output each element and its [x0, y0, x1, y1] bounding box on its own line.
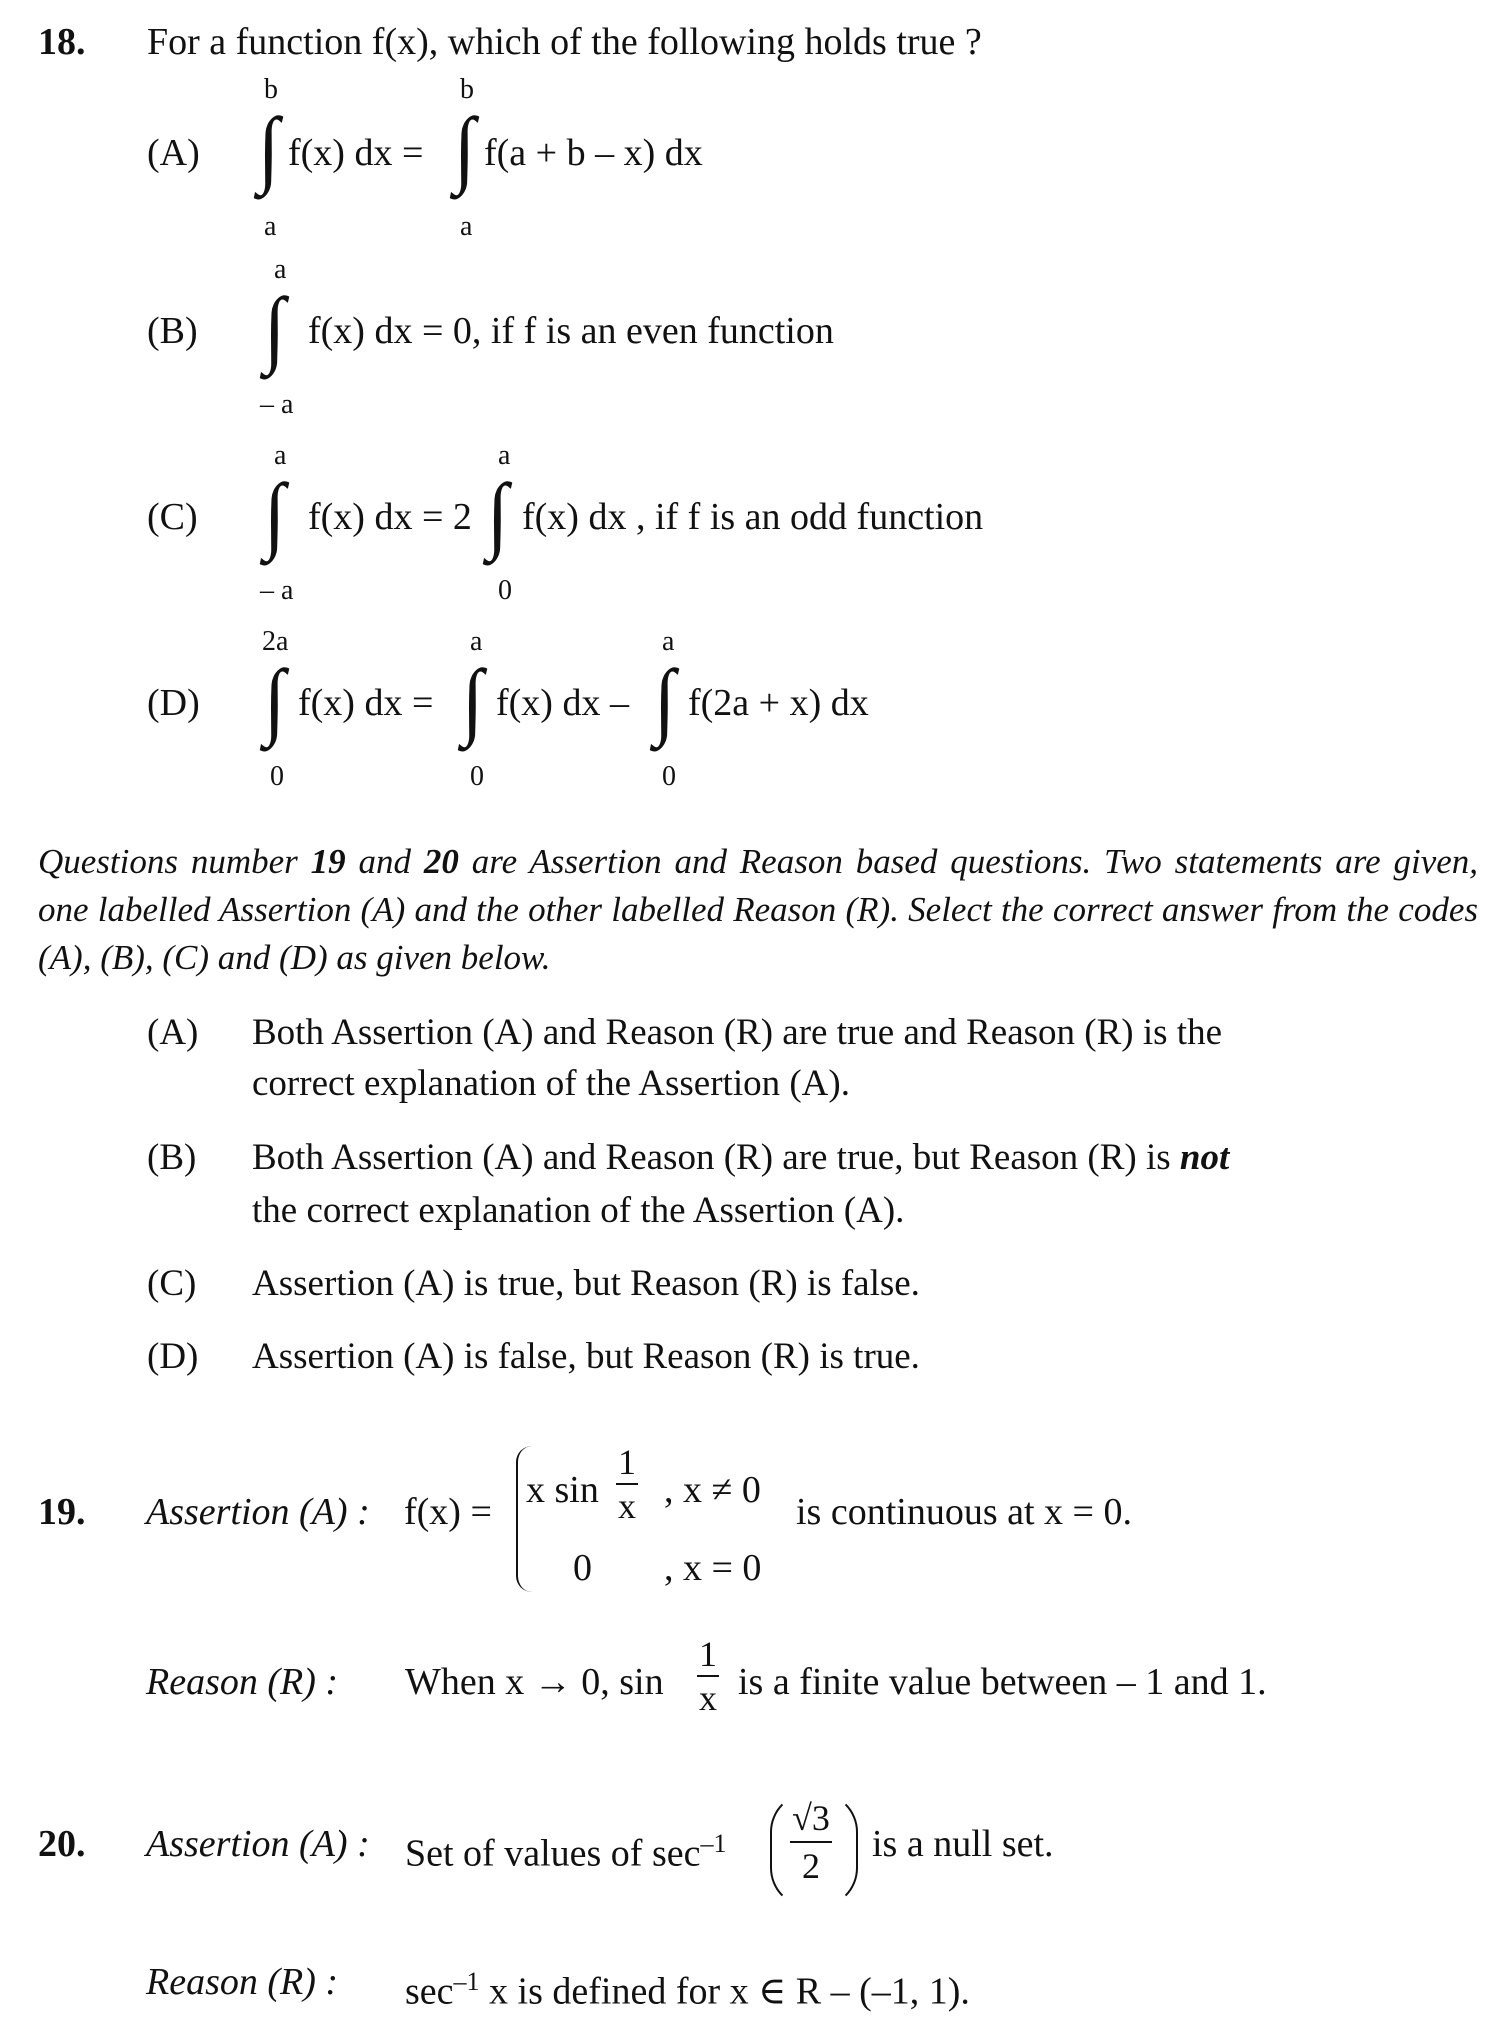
reason-fraction: $\frac{1}{x}$ — [699, 1634, 717, 1718]
code-text-line2: correct explanation of the Assertion (A). — [252, 1063, 850, 1104]
code-label: (B) — [147, 1137, 197, 1178]
integral-upper-limit: b — [264, 74, 278, 105]
option-label: (C) — [147, 496, 198, 538]
integral-lower-limit: – a — [260, 575, 294, 606]
option-label: (B) — [147, 310, 198, 352]
code-label: (A) — [147, 1012, 199, 1053]
integral-upper-limit: a — [274, 440, 287, 471]
reason-text: $\sec^{-1} x$ is defined for x ∈ R – (–1, 1). — [405, 1967, 970, 2013]
integral-sign-icon: ∫ — [454, 99, 476, 196]
reason-label: Reason (R) : — [146, 1661, 339, 1703]
middle-expression: f(x) dx – — [496, 682, 629, 724]
assertion-reason-instructions: Questions number 19 and 20 are Assertion and Reason based questions. Two statements are given, one labelled Assertion (A) and the other labelled Reason (R). Select the correct answer from the codes (A), (B), (C) and (D) as given below. — [38, 842, 1479, 977]
lhs-expression: f(x) dx = — [288, 132, 424, 174]
lhs-expression: f(x) dx = — [298, 682, 434, 724]
integral-sign-icon: ∫ — [264, 651, 286, 748]
rhs-expression: f(a + b – x) dx — [484, 132, 703, 174]
rhs-expression: f(2a + x) dx — [688, 682, 869, 724]
code-label: (D) — [147, 1336, 199, 1377]
question-number-18: 18. — [38, 21, 86, 63]
lhs-expression: f(x) dx = 0, if f is an even function — [308, 310, 834, 352]
emphasis-not: not — [1179, 1137, 1230, 1178]
integral-lower-limit: a — [264, 211, 277, 242]
integral-sign-icon: ∫ — [487, 465, 509, 562]
code-text-line1: Assertion (A) is true, but Reason (R) is false. — [252, 1263, 920, 1304]
assertion-label: Assertion (A) : — [146, 1491, 370, 1533]
code-label: (C) — [147, 1263, 197, 1304]
integral-sign-icon: ∫ — [258, 99, 280, 196]
integral-lower-limit: 0 — [498, 575, 512, 606]
question-number-20: 20. — [38, 1823, 86, 1865]
case1-expression: x sin — [526, 1469, 599, 1511]
integral-upper-limit: 2a — [262, 626, 289, 657]
code-text-line1: Both Assertion (A) and Reason (R) are true and Reason (R) is the — [252, 1012, 1223, 1053]
integral-upper-limit: b — [460, 74, 474, 105]
case2-expression: 0 — [573, 1547, 592, 1589]
option-label: (A) — [147, 132, 200, 174]
code-text-line1: Both Assertion (A) and Reason (R) are true, but Reason (R) is not — [252, 1137, 1230, 1178]
case1-fraction: $\frac{1}{x}$ — [618, 1442, 636, 1526]
question-text-18: For a function f(x), which of the following holds true ? — [147, 21, 982, 63]
case2-condition: , x = 0 — [664, 1547, 762, 1589]
integral-upper-limit: a — [662, 626, 675, 657]
integral-lower-limit: 0 — [662, 761, 676, 792]
reason-text-pre: When x → 0, sin — [405, 1661, 664, 1703]
integral-upper-limit: a — [274, 254, 287, 285]
integral-lower-limit: 0 — [270, 761, 284, 792]
assertion-tail: is continuous at x = 0. — [796, 1491, 1132, 1533]
case1-condition: , x ≠ 0 — [664, 1469, 761, 1511]
integral-lower-limit: – a — [260, 389, 294, 420]
integral-lower-limit: a — [460, 211, 473, 242]
code-text-line2: the correct explanation of the Assertion (A). — [252, 1190, 905, 1231]
integral-upper-limit: a — [498, 440, 511, 471]
rhs-expression: f(x) dx , if f is an odd function — [522, 496, 984, 538]
lhs-expression: f(x) dx = 2 — [308, 496, 472, 538]
function-lhs: f(x) = — [404, 1491, 492, 1533]
integral-sign-icon: ∫ — [462, 651, 484, 748]
integral-upper-limit: a — [470, 626, 483, 657]
question-number-19: 19. — [38, 1491, 86, 1533]
integral-lower-limit: 0 — [470, 761, 484, 792]
code-text-line1: Assertion (A) is false, but Reason (R) is true. — [252, 1336, 920, 1377]
option-label: (D) — [147, 682, 200, 724]
integral-sign-icon: ∫ — [264, 279, 286, 376]
assertion-text-post: is a null set. — [872, 1823, 1054, 1865]
integral-sign-icon: ∫ — [654, 651, 676, 748]
reason-text-post: is a finite value between – 1 and 1. — [738, 1661, 1267, 1703]
assertion-text-pre: Set of values of $\sec^{-1}$ — [405, 1829, 727, 1875]
sqrt3-over-2-fraction: $\frac{√3}{2}$ — [790, 1798, 832, 1886]
integral-sign-icon: ∫ — [264, 465, 286, 562]
reason-label: Reason (R) : — [146, 1961, 339, 2003]
assertion-label: Assertion (A) : — [146, 1823, 370, 1865]
